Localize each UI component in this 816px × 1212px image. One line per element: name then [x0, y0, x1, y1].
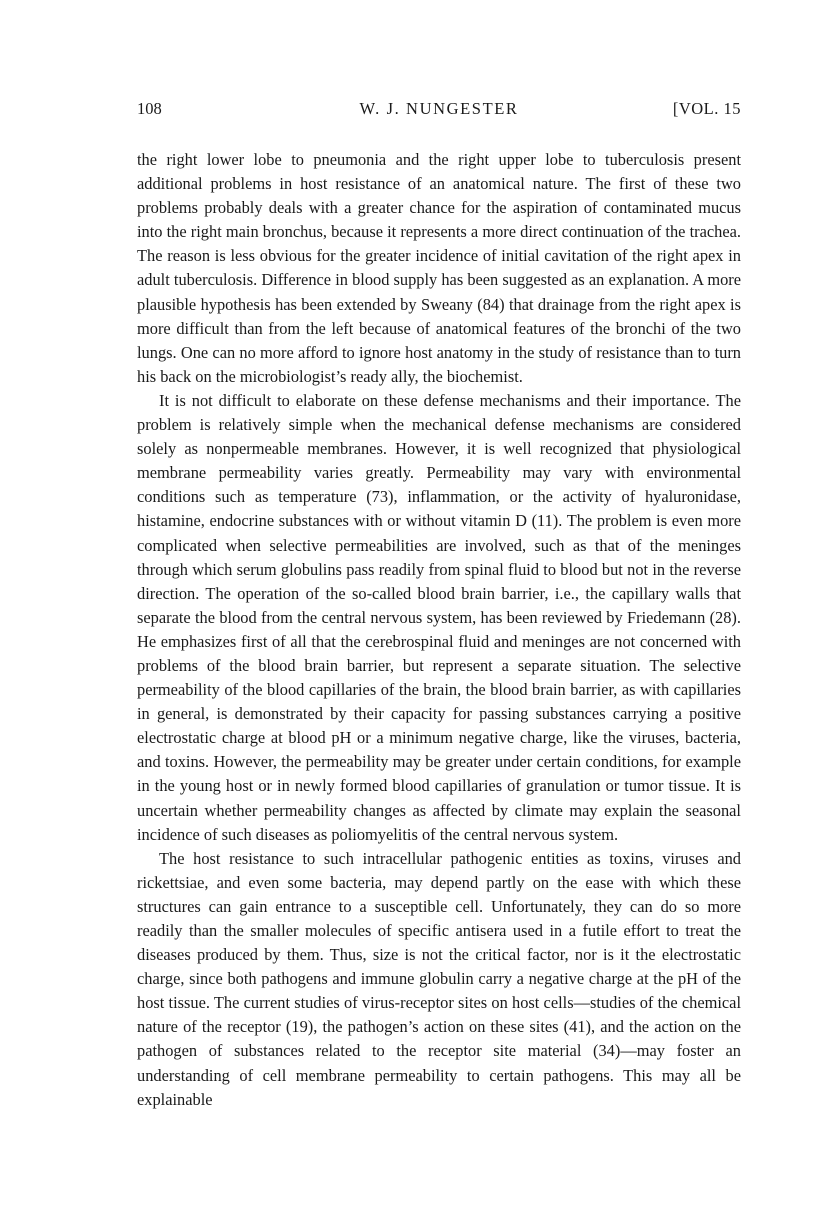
body-text	[137, 148, 741, 1112]
running-head	[137, 98, 741, 120]
page-number: 108	[137, 99, 162, 118]
paragraph-blood-brain-barrier: It is not difficult to elaborate on these defense mechanisms and their importance. The problem is relatively simple when the mechanical defense mechanisms are considered solely as nonpermeable membranes. However, it is well recognized that physiological membrane permeability varies greatly. Permeability may vary with environmental conditions such as temperature (73), inflammation, or the activity of hyaluronidase, histamine, endocrine substances with or without vitamin D (11). The problem is even more complicated when selective permeabilities are involved, such as that of the meninges through which serum globulins pass readily from spinal fluid to blood but not in the reverse direction. The operation of the so-called blood brain barrier, i.e., the capillary walls that separate the blood from the central nervous system, has been reviewed by Friedemann (28). He emphasizes first of all that the cerebrospinal fluid and meninges are not concerned with problems of the blood brain barrier, but represent a separate situation. The selective permeability of the blood capillaries of the brain, the blood brain barrier, as with capillaries in general, is demonstrated by their capacity for passing substances carrying a positive electrostatic charge at blood pH or a minimum negative charge, like the viruses, bacteria, and toxins. However, the permeability may be greater under certain conditions, for example in the young host or in newly formed blood capillaries of granulation or tumor tissue. It is uncertain whether permeability changes as affected by climate may explain the seasonal incidence of such diseases as poliomyelitis of the central nervous system.	[137, 390, 741, 844]
volume-label: [VOL. 15	[672, 99, 741, 118]
page	[137, 98, 741, 1112]
running-head-author: W. J. NUNGESTER	[359, 99, 519, 118]
paragraph-intracellular-pathogens: The host resistance to such intracellular pathogenic entities as toxins, viruses and rickettsiae, and even some bacteria, may depend partly on the ease with which these structures can gain entrance to a susceptible cell. Unfortunately, they can do so more readily than the smaller molecules of specific antisera used in a futile effort to treat the diseases produced by them. Thus, size is not the critical factor, nor is it the electrostatic charge, since both pathogens and immune globulin carry a negative charge at the pH of the host tissue. The current studies of virus-receptor sites on host cells—studies of the chemical nature of the receptor (19), the pathogen’s action on these sites (41), and the action on the pathogen of substances related to the receptor site material (34)—may foster an understanding of cell membrane permeability to certain pathogens. This may all be explainable	[137, 848, 741, 1109]
paragraph-continued: the right lower lobe to pneumonia and the right upper lobe to tuberculosis present additional problems in host resistance of an anatomical nature. The first of these two problems probably deals with a greater chance for the aspiration of contaminated mucus into the right main bronchus, because it represents a more direct continuation of the trachea. The reason is less obvious for the greater incidence of initial cavitation of the right apex in adult tuberculosis. Difference in blood supply has been suggested as an explanation. A more plausible hypothesis has been extended by Sweany (84) that drainage from the right apex is more difficult than from the left because of anatomical features of the bronchi of the two lungs. One can no more afford to ignore host anatomy in the study of resistance than to turn his back on the microbiologist’s ready ally, the biochemist.	[137, 150, 741, 386]
